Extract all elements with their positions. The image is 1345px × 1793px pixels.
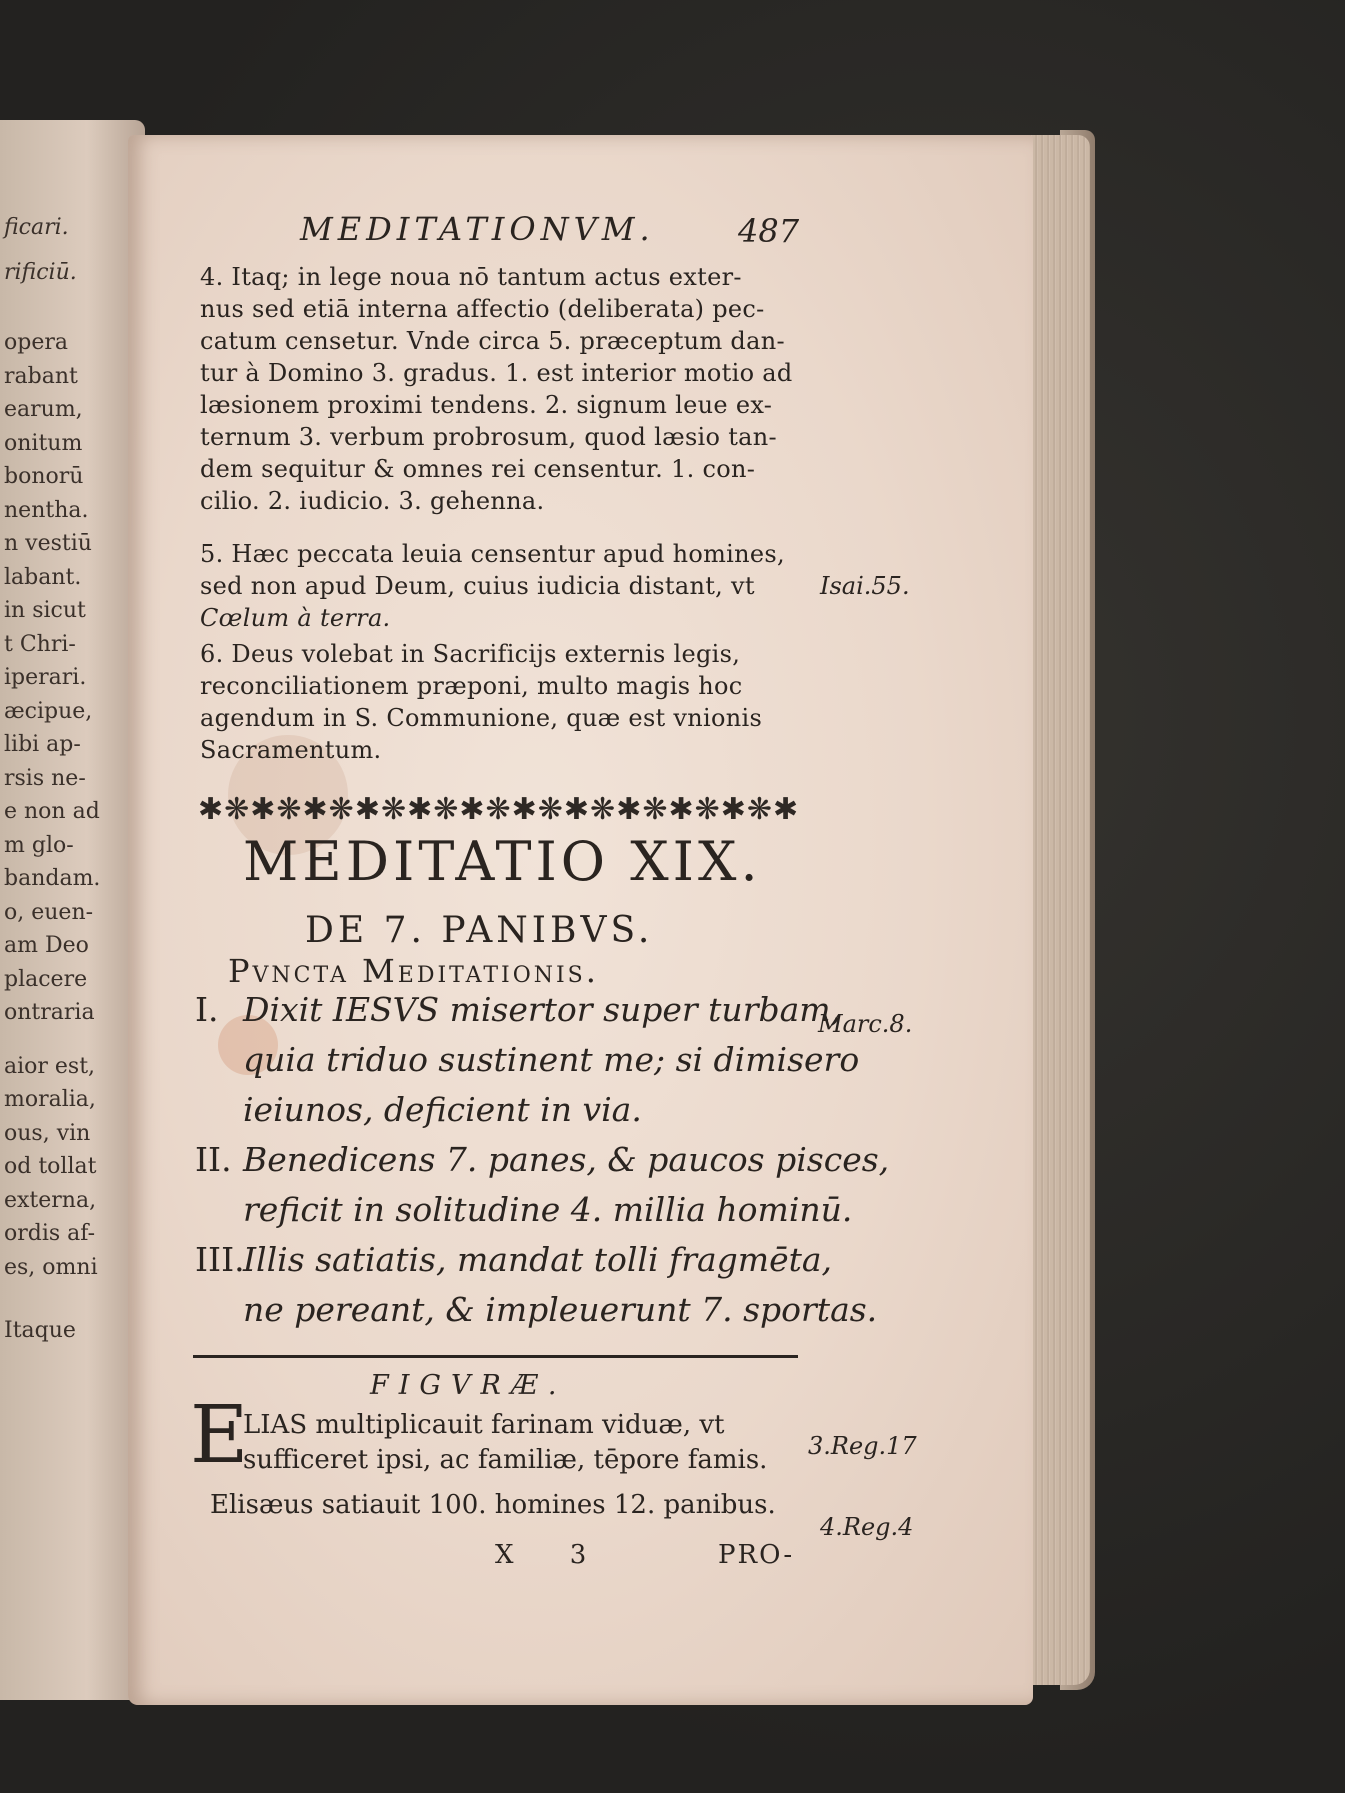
- left-page-line: externa,: [4, 1187, 97, 1213]
- left-page-line: moralia,: [4, 1087, 96, 1112]
- ornamental-border: ✱❋✱❋✱❋✱❋✱❋✱❋✱❋✱❋✱❋✱❋✱❋✱: [198, 792, 800, 827]
- margin-reference: 3.Reg.17: [808, 1432, 917, 1460]
- meditation-title: MEDITATIO XIX.: [243, 830, 762, 893]
- left-page-line: bonorū: [4, 464, 84, 489]
- catchword: PRO-: [718, 1540, 795, 1570]
- left-page-line: ficari.: [4, 215, 69, 240]
- left-page-line: t Chri-: [4, 631, 76, 657]
- point-line: ieiunos, deficient in via.: [243, 1090, 642, 1129]
- left-page-line: in sicut: [4, 598, 86, 623]
- point-line: Illis satiatis, mandat tolli fragmēta,: [243, 1240, 833, 1279]
- left-page-line: aior est,: [4, 1053, 96, 1079]
- text-line: læsionem proximi tendens. 2. signum leue ex-: [200, 391, 773, 419]
- text-line: 6. Deus volebat in Sacrificijs externis legis,: [200, 640, 741, 668]
- left-page-line: Itaque: [4, 1318, 76, 1343]
- left-page-line: æcipue,: [4, 698, 93, 724]
- point-line: Benedicens 7. panes, & paucos pisces,: [243, 1140, 890, 1179]
- left-page-line: ontraria: [4, 1000, 95, 1025]
- text-line: agendum in S. Communione, quæ est vnionis: [200, 704, 763, 732]
- left-page-line: opera: [4, 330, 68, 355]
- left-page-line: ordis af-: [4, 1221, 96, 1246]
- margin-reference: Isai.55.: [820, 572, 910, 600]
- text-line: Cœlum à terra.: [200, 604, 391, 632]
- left-page-line: onitum: [4, 430, 83, 456]
- left-page-line: placere: [4, 966, 88, 992]
- point-line: Dixit IESVS misertor super turbam,: [243, 990, 842, 1029]
- text-line: cilio. 2. iudicio. 3. gehenna.: [200, 487, 545, 515]
- left-page-line: rsis ne-: [4, 765, 86, 791]
- left-page-line: od tollat: [4, 1154, 97, 1179]
- puncta-heading: Pvncta Meditationis.: [228, 952, 599, 990]
- running-head: MEDITATIONVM.: [300, 210, 655, 248]
- text-line: sed non apud Deum, cuius iudicia distant, vt: [200, 572, 755, 600]
- text-line: 5. Hæc peccata leuia censentur apud homines,: [200, 540, 785, 568]
- left-page-line: earum,: [4, 397, 83, 422]
- left-page-line: rificiū.: [4, 260, 77, 285]
- text-line: nus sed etiā interna affectio (deliberata) pec-: [200, 295, 765, 323]
- margin-reference: Marc.8.: [818, 1010, 913, 1038]
- left-page-line: libi ap-: [4, 732, 81, 757]
- point-numeral: I.: [195, 990, 219, 1029]
- point-numeral: II.: [195, 1140, 232, 1179]
- left-page-line: es, omni: [4, 1254, 98, 1280]
- drop-capital: E: [190, 1388, 249, 1481]
- point-line: reficit in solitudine 4. millia hominū.: [243, 1190, 853, 1229]
- left-page-line: e non ad: [4, 799, 100, 824]
- left-page-line: m glo-: [4, 832, 74, 858]
- signature-mark: X 3: [495, 1540, 611, 1570]
- text-line: Sacramentum.: [200, 736, 382, 764]
- horizontal-rule: [193, 1355, 798, 1358]
- left-page-line: rabant: [4, 363, 78, 389]
- figurae-line: sufficeret ipsi, ac familiæ, tēpore famis.: [243, 1445, 768, 1475]
- meditation-subtitle: DE 7. PANIBVS.: [305, 910, 654, 951]
- text-line: 4. Itaq; in lege noua nō tantum actus exter-: [200, 263, 742, 291]
- left-page-line: o, euen-: [4, 899, 94, 925]
- point-numeral: III.: [195, 1240, 245, 1279]
- left-page-fragment: [0, 120, 145, 1700]
- left-page-line: am Deo: [4, 933, 89, 958]
- left-page-line: nentha.: [4, 497, 89, 523]
- point-line: ne pereant, & impleuerunt 7. sportas.: [243, 1290, 878, 1329]
- figurae-line: LIAS multiplicauit farinam viduæ, vt: [243, 1410, 725, 1440]
- left-page-line: iperari.: [4, 665, 87, 690]
- margin-reference: 4.Reg.4: [820, 1513, 914, 1541]
- text-line: tur à Domino 3. gradus. 1. est interior motio ad: [200, 359, 793, 387]
- text-line: reconciliationem præponi, multo magis hoc: [200, 672, 743, 700]
- page-number: 487: [738, 212, 800, 250]
- text-line: catum censetur. Vnde circa 5. præceptum dan-: [200, 327, 785, 355]
- left-page-line: bandam.: [4, 866, 101, 891]
- figurae-line: Elisæus satiauit 100. homines 12. panibus.: [210, 1490, 776, 1520]
- text-line: dem sequitur & omnes rei censentur. 1. con-: [200, 455, 756, 483]
- left-page-line: labant.: [4, 564, 82, 590]
- text-line: ternum 3. verbum probrosum, quod læsio tan-: [200, 423, 777, 451]
- left-page-line: ous, vin: [4, 1120, 91, 1146]
- left-page-line: n vestiū: [4, 531, 92, 556]
- figurae-heading: FIGVRÆ.: [370, 1370, 567, 1401]
- point-line: quia triduo sustinent me; si dimisero: [243, 1040, 860, 1079]
